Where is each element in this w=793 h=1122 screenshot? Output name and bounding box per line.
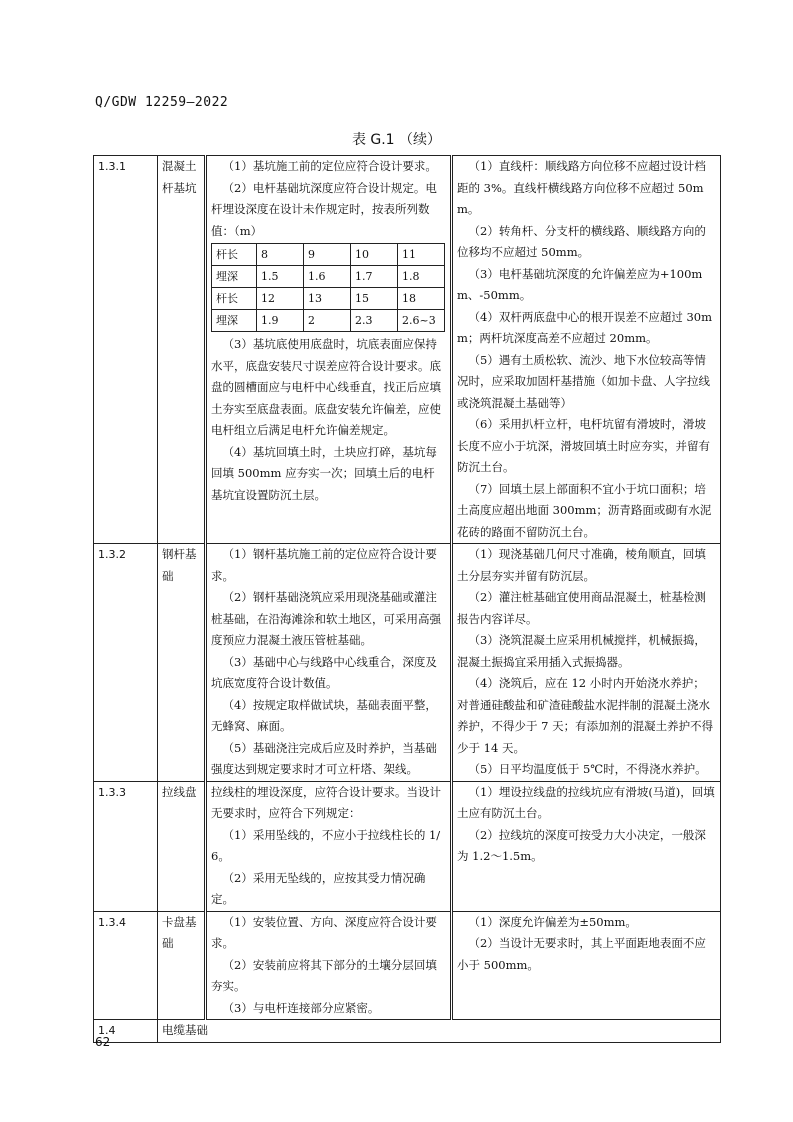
table-row bbox=[94, 781, 721, 911]
row-number: 1.3.4 bbox=[94, 911, 158, 1020]
requirement-item: （1）采用坠线的，不应小于拉线柱长的 1/6。 bbox=[211, 827, 441, 863]
deviation-item: （1）深度允许偏差为±50mm。 bbox=[468, 914, 637, 929]
table-row bbox=[94, 1020, 721, 1043]
requirement-item: （2）钢杆基础浇筑应采用现浇基础或灌注桩基础，在沿海滩涂和软土地区，可采用高强度预应力混凝土液压管桩基础。 bbox=[211, 590, 441, 647]
requirements-cell bbox=[206, 156, 452, 544]
depth-table-row bbox=[212, 310, 445, 332]
deviation-item: （5）遇有土质松软、流沙、地下水位较高等情况时，应采取加固杆基措施（如加卡盘、人字拉线或浇筑混凝土基础等） bbox=[457, 352, 710, 410]
table-row bbox=[94, 544, 721, 782]
depth-table-cell: 11 bbox=[398, 244, 445, 266]
depth-table-cell: 2.6~3 bbox=[398, 310, 445, 332]
requirement-item: （2）安装前应将其下部分的土壤分层回填夯实。 bbox=[211, 957, 437, 993]
document-id: Q/GDW 12259—2022 bbox=[95, 95, 229, 110]
depth-table-cell: 12 bbox=[257, 288, 304, 310]
depth-table-cell: 2 bbox=[304, 310, 351, 332]
depth-table-cell: 1.5 bbox=[257, 266, 304, 288]
depth-table-cell: 9 bbox=[304, 244, 351, 266]
depth-table-cell: 1.6 bbox=[304, 266, 351, 288]
requirement-item: （3）基础中心与线路中心线重合，深度及坑底宽度符合设计数值。 bbox=[211, 654, 437, 690]
requirement-item: （3）基坑底使用底盘时，坑底表面应保持水平，底盘安装尺寸误差应符合设计要求。底盘的圆槽面应与电杆中心线垂直，找正后应填土夯实至底盘表面。底盘安装允许偏差，应使电杆组立后满足电杆允许偏差规定。 bbox=[211, 337, 441, 437]
deviation-item: （6）采用扒杆立杆，电杆坑留有滑坡时，滑坡长度不应小于坑深，滑坡回填土时应夯实，并留有防沉土台。 bbox=[457, 417, 710, 474]
requirement-item: （3）与电杆连接部分应紧密。 bbox=[222, 1000, 380, 1015]
depth-table-cell: 10 bbox=[351, 244, 398, 266]
depth-table-cell: 2.3 bbox=[351, 310, 398, 332]
requirement-item: （1）钢杆基坑施工前的定位应符合设计要求。 bbox=[211, 547, 437, 583]
requirements-cell bbox=[206, 911, 452, 1020]
table-row bbox=[94, 156, 721, 544]
depth-table-cell: 埋深 bbox=[212, 310, 257, 332]
requirement-item: 拉线柱的埋设深度，应符合设计要求。当设计无要求时，应符合下列规定： bbox=[211, 784, 441, 820]
depth-table-row bbox=[212, 266, 445, 288]
depth-table-cell: 8 bbox=[257, 244, 304, 266]
deviation-item: （5）日平均温度低于 5℃时，不得浇水养护。 bbox=[468, 762, 707, 776]
row-name: 电缆基础 bbox=[158, 1020, 721, 1043]
deviation-item: （2）灌注桩基础宜使用商品混凝土，桩基检测报告内容详尽。 bbox=[457, 590, 706, 626]
row-name: 拉线盘 bbox=[158, 781, 206, 911]
requirement-item: （1）基坑施工前的定位应符合设计要求。 bbox=[222, 159, 437, 173]
deviation-item: （3）浇筑混凝土应采用机械搅拌，机械振捣，混凝土振捣宜采用插入式振捣器。 bbox=[457, 633, 706, 669]
table-title: 表 G.1 （续） bbox=[351, 132, 442, 148]
deviation-item: （1）现浇基础几何尺寸准确，棱角顺直，回填土分层夯实并留有防沉层。 bbox=[457, 547, 706, 583]
deviation-item: （4）浇筑后，应在 12 小时内开始浇水养护；对普通硅酸盐和矿渣硅酸盐水泥拌制的混凝土浇水养护，不得少于 7 天；有添加剂的混凝土养护不得少于 14 天。 bbox=[457, 676, 714, 755]
deviation-item: （7）回填土层上部面积不宜小于坑口面积；培土高度应超出地面 300mm；沥青路面或砌有水泥花砖的路面不留防沉土台。 bbox=[457, 481, 712, 539]
depth-table-cell: 杆长 bbox=[212, 288, 257, 310]
requirement-item: （1）安装位置、方向、深度应符合设计要求。 bbox=[211, 914, 437, 950]
row-number: 1.3.2 bbox=[94, 544, 158, 782]
row-name: 卡盘基础 bbox=[158, 911, 206, 1020]
row-number: 1.3.3 bbox=[94, 781, 158, 911]
depth-table-cell: 杆长 bbox=[212, 244, 257, 266]
depth-table-cell: 18 bbox=[398, 288, 445, 310]
depth-table-cell: 1.9 bbox=[257, 310, 304, 332]
deviation-item: （1）直线杆：顺线路方向位移不应超过设计档距的 3%。直线杆横线路方向位移不应超过 50mm。 bbox=[457, 159, 706, 216]
depth-table-row bbox=[212, 288, 445, 310]
requirement-item: （5）基础浇注完成后应及时养护，当基础强度达到规定要求时才可立杆塔、架线。 bbox=[211, 740, 437, 776]
depth-table-cell: 1.7 bbox=[351, 266, 398, 288]
inspection-table bbox=[93, 155, 721, 1043]
deviation-item: （2）当设计无要求时，其上平面距地表面不应小于 500mm。 bbox=[457, 936, 706, 972]
row-name: 钢杆基础 bbox=[158, 544, 206, 782]
requirement-item: （2）采用无坠线的，应按其受力情况确定。 bbox=[211, 870, 426, 906]
page-number: 62 bbox=[95, 1035, 111, 1049]
row-name: 混凝土杆基坑 bbox=[158, 156, 206, 544]
requirement-item: （4）基坑回填土时，土块应打碎，基坑每回填 500mm 应夯实一次；回填土后的电杆基坑宜设置防沉土层。 bbox=[211, 444, 437, 502]
deviation-item: （1）埋设拉线盘的拉线坑应有滑坡(马道)，回填土应有防沉土台。 bbox=[457, 784, 715, 820]
depth-table-cell: 埋深 bbox=[212, 266, 257, 288]
deviation-cell bbox=[452, 911, 721, 1020]
deviation-cell bbox=[452, 781, 721, 911]
requirement-item: （4）按规定取样做试块，基础表面平整，无蜂窝、麻面。 bbox=[211, 697, 437, 733]
row-number: 1.4 bbox=[94, 1020, 158, 1043]
requirements-cell bbox=[206, 544, 452, 782]
deviation-cell bbox=[452, 156, 721, 544]
deviation-cell bbox=[452, 544, 721, 782]
row-number: 1.3.1 bbox=[94, 156, 158, 544]
deviation-item: （3）电杆基础坑深度的允许偏差应为+100mm、-50mm。 bbox=[457, 266, 703, 302]
requirement-item: （2）电杆基础坑深度应符合设计规定。电杆埋设深度在设计未作规定时，按表所列数值：（m） bbox=[211, 180, 437, 238]
depth-table-cell: 15 bbox=[351, 288, 398, 310]
depth-table bbox=[211, 243, 445, 332]
depth-table-cell: 13 bbox=[304, 288, 351, 310]
depth-table-cell: 1.8 bbox=[398, 266, 445, 288]
deviation-item: （2）转角杆、分支杆的横线路、顺线路方向的位移均不应超过 50mm。 bbox=[457, 223, 706, 259]
depth-table-row bbox=[212, 244, 445, 266]
deviation-item: （4）双杆两底盘中心的根开误差不应超过 30mm；两杆坑深度高差不应超过 20mm。 bbox=[457, 309, 713, 345]
requirements-cell bbox=[206, 781, 452, 911]
deviation-item: （2）拉线坑的深度可按受力大小决定，一般深为 1.2～1.5m。 bbox=[457, 827, 706, 863]
table-row bbox=[94, 911, 721, 1020]
